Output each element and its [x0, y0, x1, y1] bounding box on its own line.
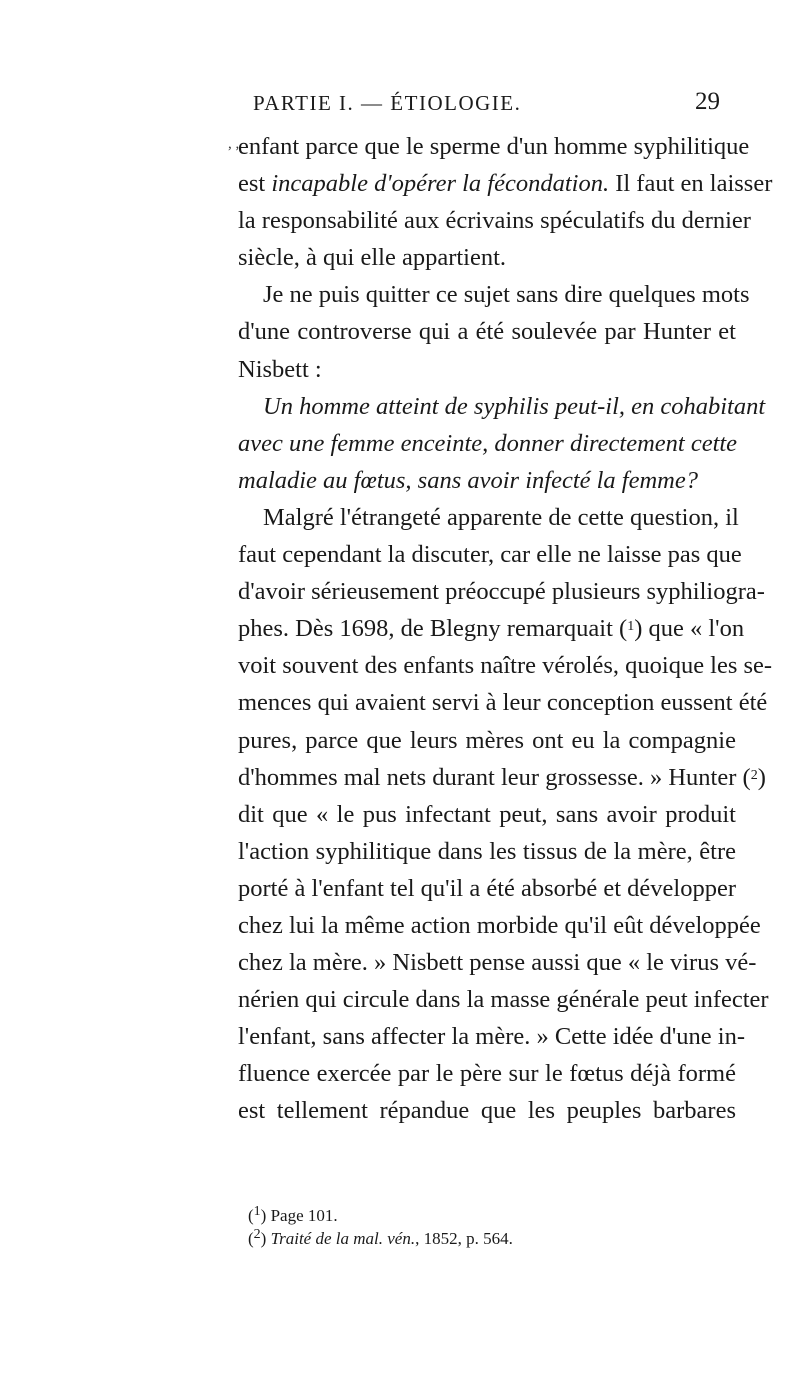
text-line: mences qui avaient servi à leur conception eussent été [238, 689, 768, 717]
text-line: est tellement répandue que les peuples barbares [238, 1097, 736, 1125]
text-line: phes. Dès 1698, de Blegny remarquait ($^1$) que « l'on [238, 615, 745, 643]
text-line: d'avoir sérieusement préoccupé plusieurs syphiliogra- [238, 578, 765, 606]
footnote-ref: 2 [750, 767, 758, 783]
italic-phrase: incapable d'opérer la fécondation. [271, 170, 610, 198]
text-line: porté à l'enfant tel qu'il a été absorbé et développer [238, 874, 736, 902]
italic-question-line: maladie au fœtus, sans avoir infecté la femme? [238, 466, 698, 494]
text-line: enfant parce que le sperme d'un homme syphilitique [238, 133, 750, 160]
text-line: fluence exercée par le père sur le fœtus déjà formé [238, 1060, 736, 1088]
footnote-mark: 1 [253, 1204, 261, 1219]
running-title: PARTIE I. — ÉTIOLOGIE. [253, 91, 522, 115]
text-line: faut cependant la discuter, car elle ne laisse pas que [238, 541, 742, 569]
text-line: pures, parce que leurs mères ont eu la compagnie [238, 726, 736, 754]
text-line: chez lui la même action morbide qu'il eût développée [238, 911, 761, 939]
text-line: voit souvent des enfants naître vérolés, quoique les se- [238, 652, 773, 680]
italic-question-line: Un homme atteint de syphilis peut-il, en cohabitant [263, 392, 766, 420]
footnote-2: ($^2$) Traité de la mal. vén., 1852, p. 564. [248, 1227, 513, 1248]
text-line: Malgré l'étrangeté apparente de cette question, il [263, 503, 739, 531]
text-line: Je ne puis quitter ce sujet sans dire quelques mots [263, 281, 750, 309]
text-line: nérien qui circule dans la masse générale peut infecter [238, 986, 769, 1014]
footnote-ref: 1 [627, 619, 635, 635]
text-line: d'hommes mal nets durant leur grossesse. » Hunter ($^2$) [238, 763, 766, 791]
text-line: chez la mère. » Nisbett pense aussi que « le virus vé- [238, 949, 757, 977]
footnotes [248, 1204, 748, 1250]
text-line: la responsabilité aux écrivains spéculatifs du dernier [238, 207, 751, 235]
text-line: l'action syphilitique dans les tissus de la mère, être [238, 837, 736, 865]
page-number: 29 [695, 88, 720, 115]
footnote-1: ($^1$) Page 101. [248, 1204, 338, 1225]
text-line: dit que « le pus infectant peut, sans avoir produit [238, 800, 736, 828]
running-header [0, 88, 800, 118]
margin-marks: , , [228, 136, 240, 152]
text-line: Nisbett : [238, 355, 322, 383]
italic-question-line: avec une femme enceinte, donner directement cette [238, 429, 738, 457]
text-line: d'une controverse qui a été soulevée par Hunter et [238, 318, 736, 346]
footnote-mark: 2 [253, 1227, 261, 1242]
text-line: siècle, à qui elle appartient. [238, 244, 507, 272]
text-line: est incapable d'opérer la fécondation. Il faut en laisser [238, 170, 773, 198]
text-line: l'enfant, sans affecter la mère. » Cette idée d'une in- [238, 1023, 745, 1051]
body-text [238, 128, 773, 1130]
